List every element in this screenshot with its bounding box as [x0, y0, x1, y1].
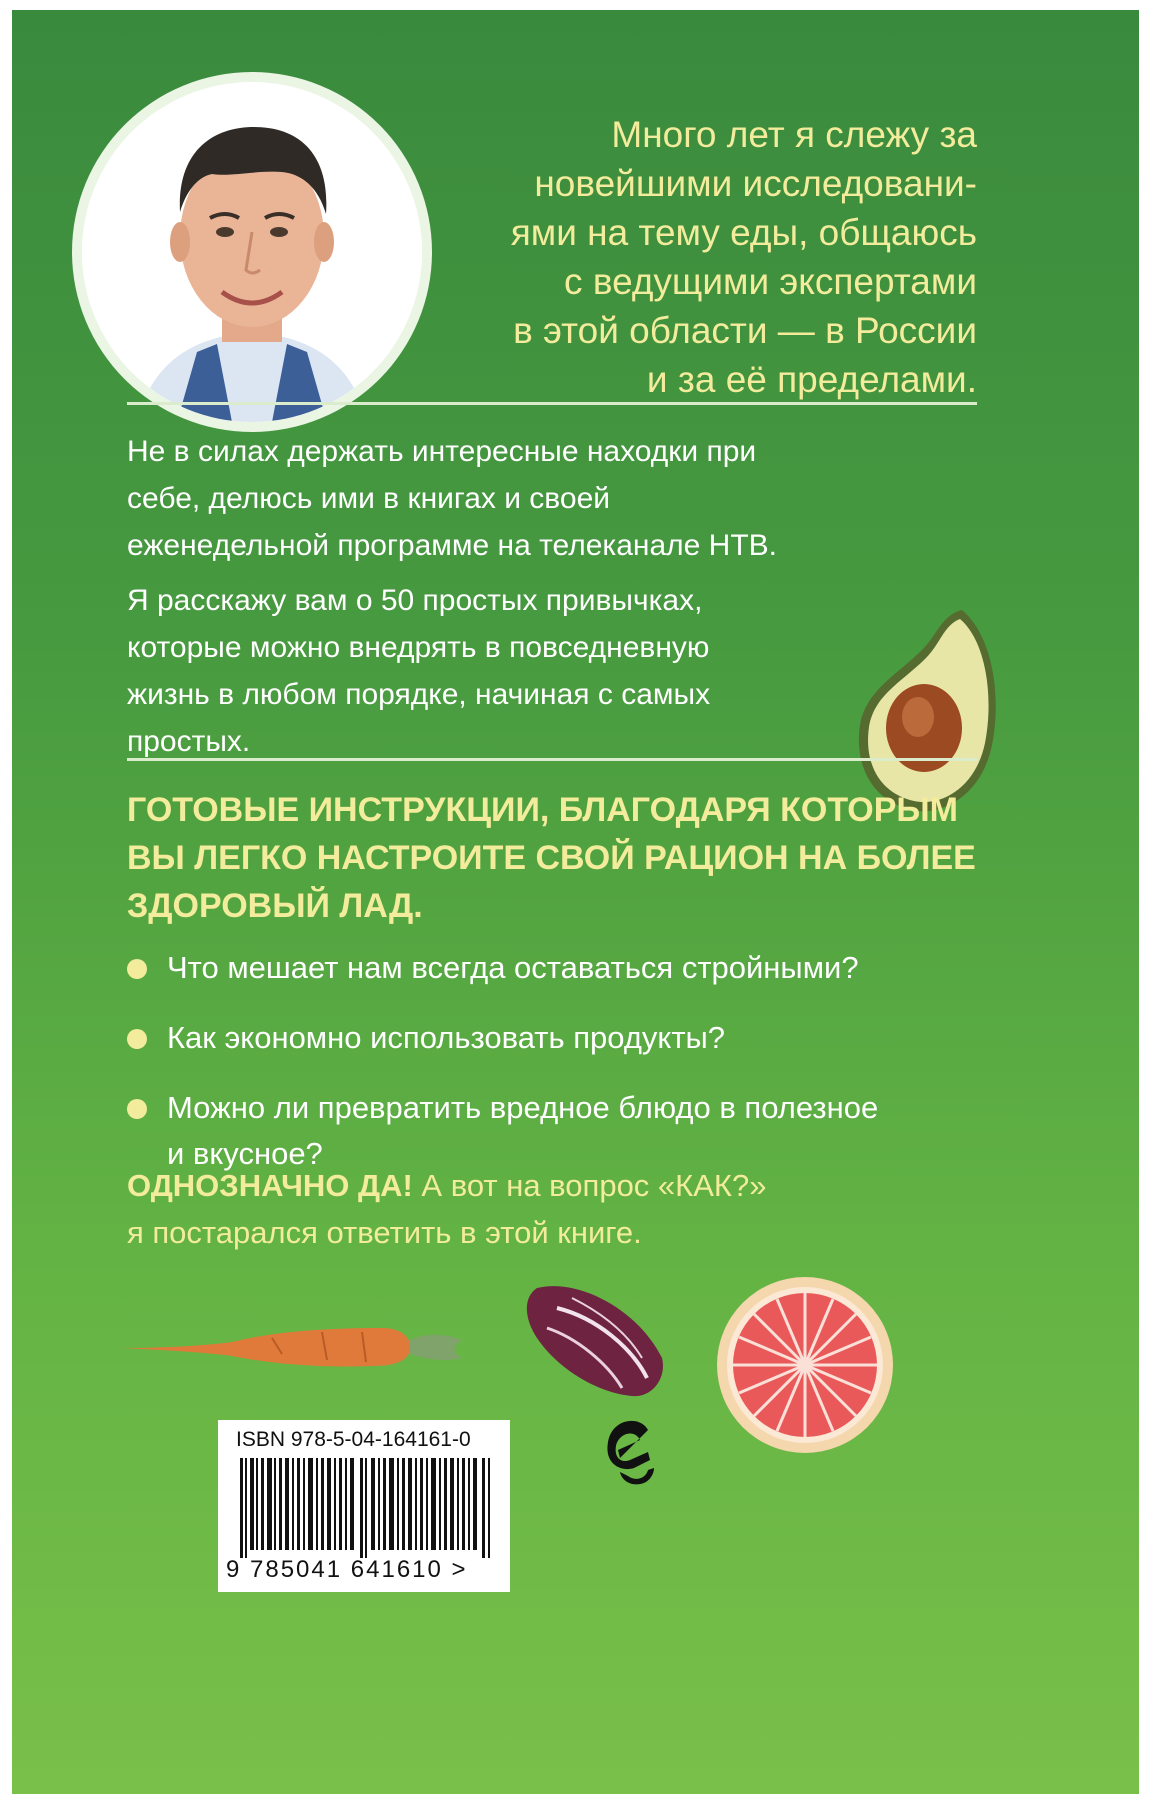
headline-line: ЗДОРОВЫЙ ЛАД. — [127, 887, 423, 925]
bullet-dot-icon — [127, 1029, 147, 1049]
quote-line: новейшими исследовани- — [534, 163, 977, 204]
paragraph-line: Не в силах держать интересные находки при — [127, 435, 757, 468]
closing-text: А вот на вопрос «КАК?» — [412, 1168, 767, 1203]
carrot-illustration — [122, 1310, 467, 1380]
list-item-text: Можно ли превратить вредное блюдо в полезное — [167, 1090, 879, 1125]
paragraph-line: которые можно внедрять в повседневную — [127, 631, 710, 664]
intro-paragraph — [127, 428, 907, 569]
headline-line: ГОТОВЫЕ ИНСТРУКЦИИ, БЛАГОДАРЯ КОТОРЫМ — [127, 791, 958, 829]
divider-top — [127, 402, 977, 405]
barcode-number: 9 785041 641610 > — [226, 1556, 468, 1583]
list-item — [127, 945, 1007, 991]
closing-emphasis: ОДНОЗНАЧНО ДА! — [127, 1168, 413, 1203]
quote-line: ями на тему еды, общаюсь — [510, 212, 977, 253]
bullet-dot-icon — [127, 1099, 147, 1119]
author-portrait-image — [82, 82, 422, 422]
divider-middle — [127, 758, 977, 761]
headline-line: ВЫ ЛЕГКО НАСТРОИТЕ СВОЙ РАЦИОН НА БОЛЕЕ — [127, 839, 976, 877]
paragraph-line: жизнь в любом порядке, начиная с самых — [127, 678, 711, 711]
paragraph-line: Я расскажу вам о 50 простых привычках, — [127, 584, 703, 617]
quote-line: и за её пределами. — [646, 359, 977, 400]
list-item-text-continued: и вкусное? — [167, 1136, 323, 1171]
author-portrait — [82, 82, 422, 422]
book-back-cover — [12, 10, 1139, 1794]
quote-line: с ведущими экспертами — [564, 261, 977, 302]
isbn-label: ISBN 978-5-04-164161-0 — [236, 1428, 471, 1451]
paragraph-line: себе, делюсь ими в книгах и своей — [127, 482, 611, 515]
closing-statement — [127, 1162, 1007, 1256]
barcode-panel — [218, 1420, 510, 1592]
author-portrait-frame — [72, 72, 432, 432]
list-item-text: Что мешает нам всегда оставаться стройными? — [167, 950, 859, 985]
list-item-text: Как экономно использовать продукты? — [167, 1020, 726, 1055]
grapefruit-illustration — [715, 1275, 895, 1455]
barcode-icon — [240, 1458, 492, 1558]
closing-text-line2: я постарался ответить в этой книге. — [127, 1215, 642, 1250]
publisher-logo-icon — [600, 1410, 660, 1500]
headline — [127, 786, 1007, 930]
habits-paragraph — [127, 577, 847, 765]
list-item — [127, 1015, 1007, 1061]
bullet-dot-icon — [127, 959, 147, 979]
quote-line: Много лет я слежу за — [611, 114, 977, 155]
radicchio-illustration — [517, 1278, 667, 1403]
quote-line: в этой области — в России — [513, 310, 977, 351]
paragraph-line: еженедельной программе на телеканале НТВ. — [127, 529, 778, 562]
author-quote — [452, 110, 977, 404]
paragraph-line: простых. — [127, 725, 251, 758]
